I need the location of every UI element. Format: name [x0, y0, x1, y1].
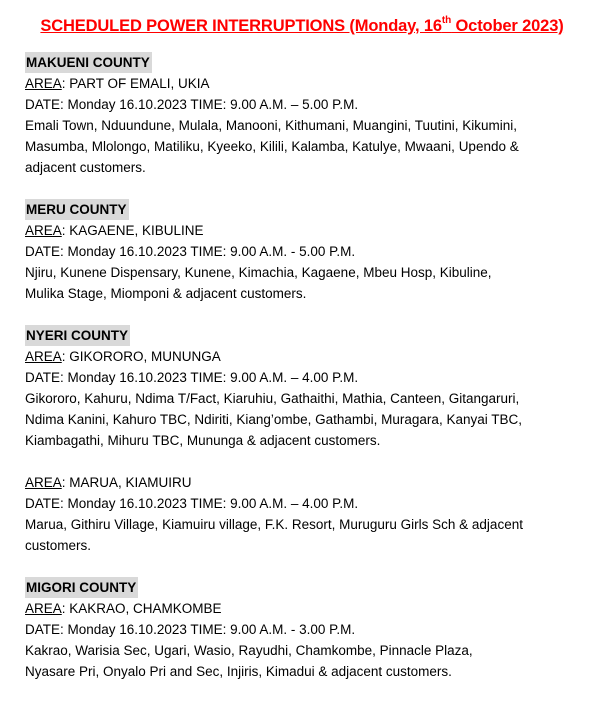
area-value: : GIKORORO, MUNUNGA [61, 349, 221, 364]
interruptions-list [25, 52, 600, 682]
county-section-makueni [25, 52, 600, 178]
places-line: Ndima Kanini, Kahuro TBC, Ndiriti, Kiang’ombe, Gathambi, Muragara, Kanyai TBC, [25, 412, 522, 427]
area-line [25, 220, 600, 241]
date-time-line: DATE: Monday 16.10.2023 TIME: 9.00 A.M. – 4.00 P.M. [25, 496, 359, 511]
date-time-line: DATE: Monday 16.10.2023 TIME: 9.00 A.M. – 5.00 P.M. [25, 97, 359, 112]
places-line: Kakrao, Warisia Sec, Ugari, Wasio, Rayudhi, Chamkombe, Pinnacle Plaza, [25, 643, 473, 658]
area-line [25, 346, 600, 367]
places-line: Marua, Githiru Village, Kiamuiru village, F.K. Resort, Muruguru Girls Sch & adjacent [25, 517, 523, 532]
places-line: Gikororo, Kahuru, Ndima T/Fact, Kiaruhiu, Gathaithi, Mathia, Canteen, Gitangaruri, [25, 391, 520, 406]
places-line: customers. [25, 538, 92, 553]
area-value: : KAKRAO, CHAMKOMBE [61, 601, 222, 616]
area-label: AREA [25, 601, 62, 616]
places-line: Kiambagathi, Mihuru TBC, Mununga & adjacent customers. [25, 433, 381, 448]
county-section-migori [25, 577, 600, 682]
page-title [0, 15, 604, 37]
area-line [25, 472, 600, 493]
area-value: : PART OF EMALI, UKIA [61, 76, 210, 91]
area-value: : KAGAENE, KIBULINE [61, 223, 204, 238]
county-heading: MAKUENI COUNTY [25, 52, 152, 73]
county-heading: MERU COUNTY [25, 199, 129, 220]
area-label: AREA [25, 223, 62, 238]
county-section-meru [25, 199, 600, 304]
area-label: AREA [25, 76, 62, 91]
area-label: AREA [25, 349, 62, 364]
county-section-nyeri [25, 325, 600, 556]
block-gap [25, 451, 600, 472]
section-gap [25, 304, 600, 325]
area-line [25, 73, 600, 94]
date-time-line: DATE: Monday 16.10.2023 TIME: 9.00 A.M. - 3.00 P.M. [25, 622, 356, 637]
title-text-before: SCHEDULED POWER INTERRUPTIONS (Monday, 16 [40, 17, 442, 35]
title-text-after: October 2023) [451, 17, 564, 35]
places-line: Njiru, Kunene Dispensary, Kunene, Kimachia, Kagaene, Mbeu Hosp, Kibuline, [25, 265, 492, 280]
places-line: Emali Town, Nduundune, Mulala, Manooni, Kithumani, Muangini, Tuutini, Kikumini, [25, 118, 518, 133]
title-superscript: th [441, 14, 452, 26]
area-label: AREA [25, 475, 62, 490]
places-line: Mulika Stage, Miomponi & adjacent customers. [25, 286, 307, 301]
county-heading: NYERI COUNTY [25, 325, 130, 346]
places-line: adjacent customers. [25, 160, 146, 175]
county-heading: MIGORI COUNTY [25, 577, 138, 598]
section-gap [25, 178, 600, 199]
section-gap [25, 556, 600, 577]
date-time-line: DATE: Monday 16.10.2023 TIME: 9.00 A.M. – 4.00 P.M. [25, 370, 359, 385]
places-line: Masumba, Mlolongo, Matiliku, Kyeeko, Kilili, Kalamba, Katulye, Mwaani, Upendo & [25, 139, 519, 154]
date-time-line: DATE: Monday 16.10.2023 TIME: 9.00 A.M. - 5.00 P.M. [25, 244, 356, 259]
area-line [25, 598, 600, 619]
places-line: Nyasare Pri, Onyalo Pri and Sec, Injiris, Kimadui & adjacent customers. [25, 664, 452, 679]
area-value: : MARUA, KIAMUIRU [61, 475, 192, 490]
